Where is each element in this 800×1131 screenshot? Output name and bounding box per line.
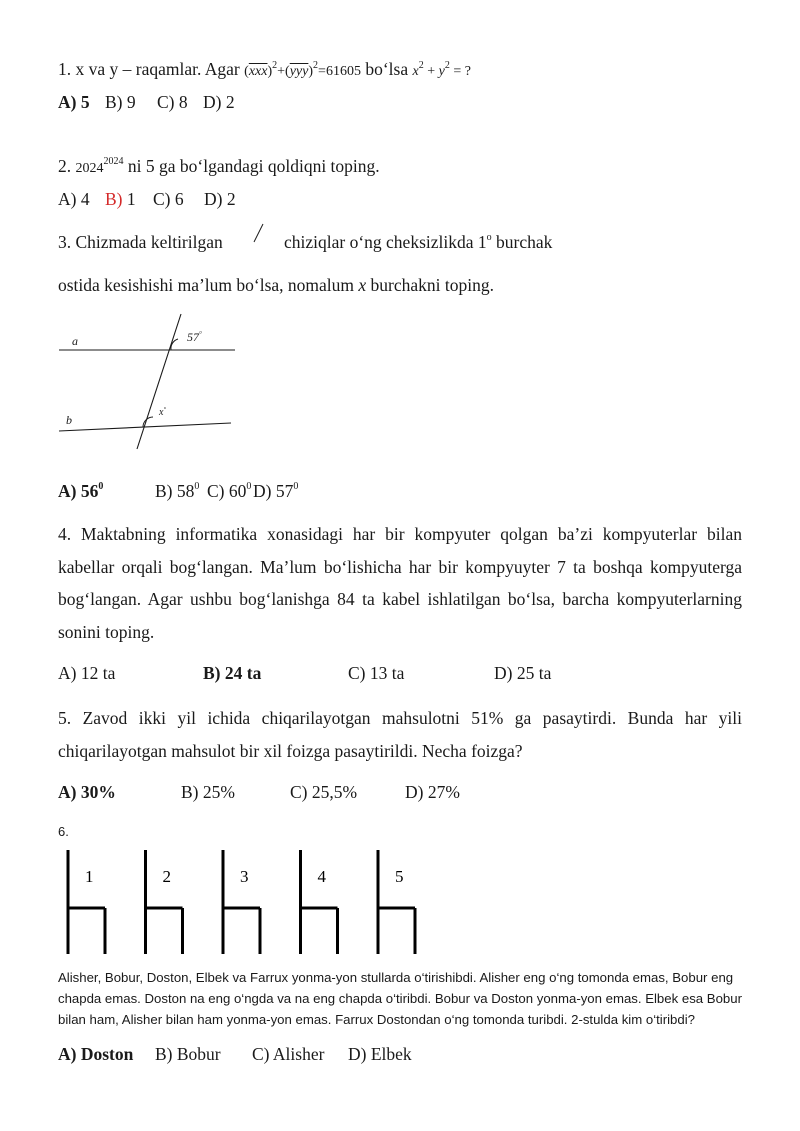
q5-option-d: D) 27% (405, 782, 460, 802)
q3-line1 (58, 232, 223, 253)
q2-option-b: B) 1 (105, 189, 136, 209)
q2-base: 2024 (75, 161, 104, 176)
q5-option-c: C) 25,5% (290, 782, 358, 802)
q5-option-a: A) 30% (58, 782, 116, 802)
q4-option-c: C) 13 ta (348, 663, 405, 683)
q3-option-d: D) $57^0$ (253, 481, 299, 501)
q4-text: 4. Maktabning informatika xonasidagi har bir kompyuter qolgan ba’zi kompyuterlar bilan kabellar orqali bog‘langan. Ma’lum bo‘lishicha har bir kompyuyter 7 ta boshqa kompyuterga bog‘langan. Agar ushbu bog‘lanishga 84 ta kabel ishlatilgan bo‘lsa, barcha kompyuterlarning sonini toping. (58, 524, 742, 642)
q5-text: 5. Zavod ikki yil ichida chiqarilayotgan mahsulotni 51% ga pasaytirdi. Bunda har yili chiqarilayotgan mahsulot bir xil foizga pasaytirildi. Necha foizga? (58, 708, 742, 761)
angle-label-bottom: x° (159, 407, 166, 418)
q1-text-mid: bo‘lsa (360, 59, 413, 79)
q3-option-a: A) $56^0$ (58, 481, 104, 501)
q3-figure (55, 310, 245, 450)
chair-2 (146, 850, 183, 954)
q4-option-d: D) 25 ta (494, 663, 552, 683)
q6-option-a: A) Doston (58, 1044, 134, 1064)
q1-text-before: x va y – raqamlar. Agar (71, 59, 245, 79)
q1-formula: $(\overline{xxx})^2+(\overline{yyy})^2=61605$ (244, 60, 361, 79)
q3-degree: o (486, 232, 492, 244)
angle-label-top: 57° (187, 330, 202, 344)
chair-number-3: 3 (240, 867, 249, 886)
q1-text (58, 59, 471, 80)
chair-4 (301, 850, 338, 954)
q1-option-c: C) 8 (157, 92, 188, 112)
q1-option-a: A) 5 (58, 92, 90, 112)
q3-line2: ostida kesishishi ma’lum bo‘lsa, nomalum x burchakni toping. (58, 275, 494, 295)
q5-option-b: B) 25% (181, 782, 235, 802)
q2-number: 2. (58, 156, 72, 176)
q3-text-before: 3. Chizmada keltirilgan (58, 232, 223, 252)
label-a: a (72, 334, 78, 348)
q2-text (58, 156, 380, 177)
q6-option-b: B) Bobur (155, 1044, 221, 1064)
q4-option-a: A) 12 ta (58, 663, 116, 683)
q6-text: Alisher, Bobur, Doston, Elbek va Farrux yonma-yon stullarda o‘tirishibdi. Alisher eng o‘ng tomonda emas, Bobur eng chapda emas. Doston na eng o‘ngda va na eng chapda o‘tiribdi. Bobur va Doston yonma-yon emas. Elbek esa Bobur bilan ham, Alisher bilan ham yonma-yon emas. Farrux Dostondan o‘ng tomonda turibdi. 2-stulda kim o‘tiribdi? (58, 970, 742, 1027)
chair-number-1: 1 (85, 867, 94, 886)
chairs-group (68, 850, 415, 954)
q2-body: ni 5 ga bo‘lgandagi qoldiqni toping. (123, 156, 380, 176)
q6-option-d: D) Elbek (348, 1044, 412, 1064)
chairs-figure (58, 846, 438, 958)
label-b: b (66, 413, 72, 427)
transversal (137, 314, 181, 449)
q2-exponent: 2024 (103, 156, 124, 168)
parallel-lines-icon (252, 222, 266, 244)
q6-number: 6. (58, 824, 69, 839)
chair-number-4: 4 (317, 867, 326, 886)
q1-option-d: D) 2 (203, 92, 235, 112)
q1-number: 1. (58, 59, 72, 79)
chair-5 (378, 850, 415, 954)
chair-number-5: 5 (395, 867, 404, 886)
q2-option-d: D) 2 (204, 189, 236, 209)
q1-option-b: B) 9 (105, 92, 136, 112)
chair-number-2: 2 (162, 867, 171, 886)
q4-option-b: B) 24 ta (203, 663, 262, 683)
q1-question-formula: $x^2 + y^2$ = ? (412, 60, 471, 79)
q6-option-c: C) Alisher (252, 1044, 325, 1064)
chair-3 (223, 850, 260, 954)
q3-option-b: B) $58^0$ (155, 481, 200, 501)
chair-1 (68, 850, 105, 954)
q2-option-c: C) 6 (153, 189, 184, 209)
q2-option-a: A) 4 (58, 189, 90, 209)
q3-option-c: C) $60^0$ (207, 481, 252, 501)
q3-line1-after: chiziqlar o‘ng cheksizlikda 1$^o$ burchak (284, 232, 553, 252)
